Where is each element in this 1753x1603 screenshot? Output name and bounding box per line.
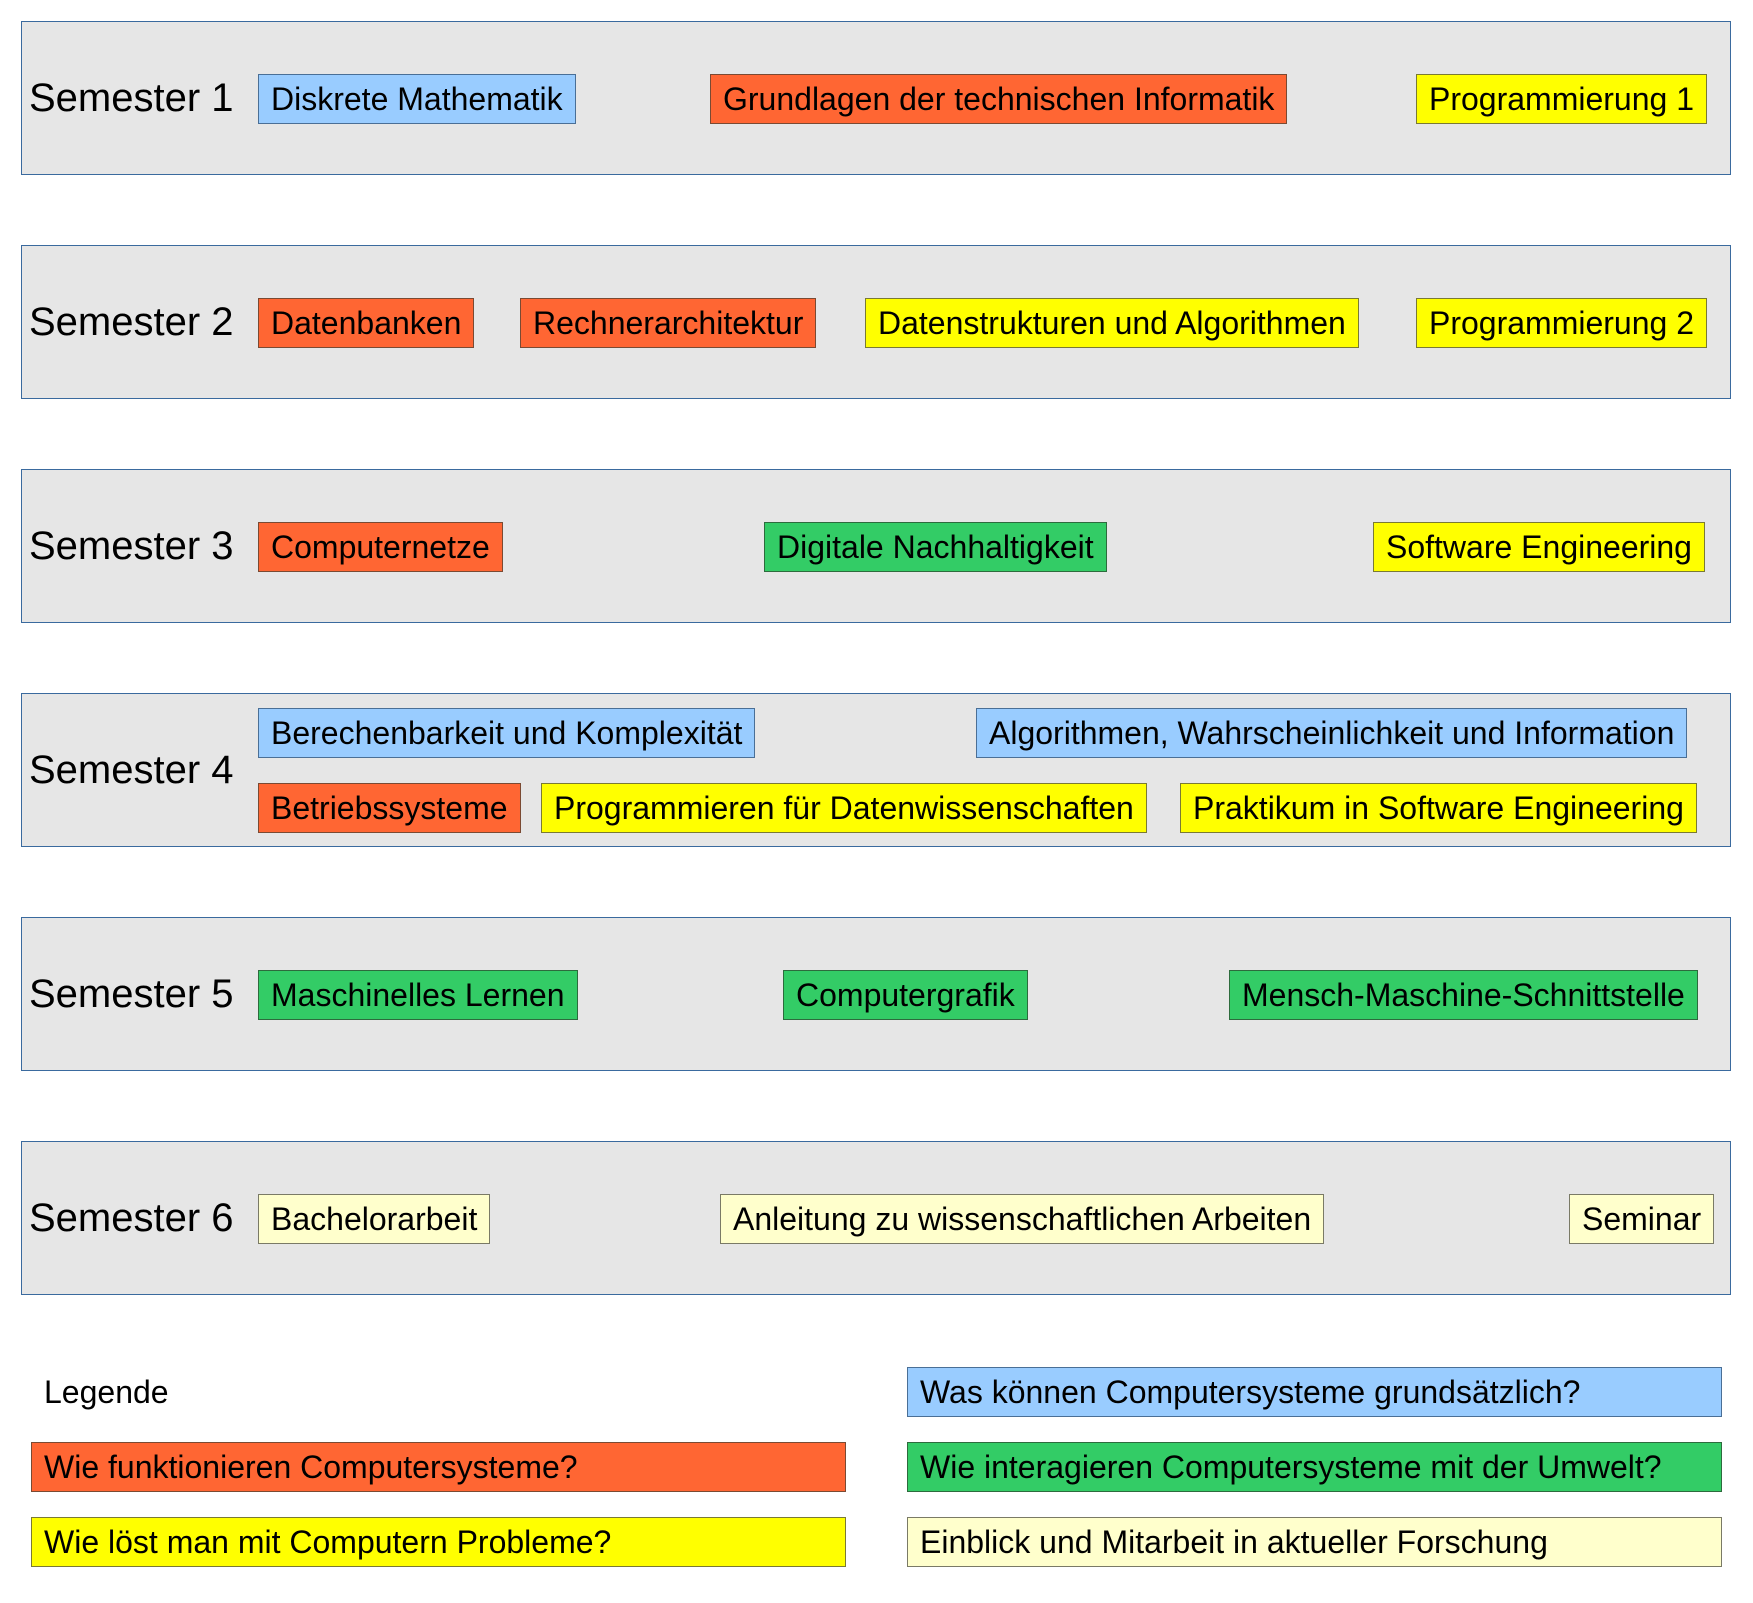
course-box: Grundlagen der technischen Informatik [710,74,1287,124]
legend-item: Was können Computersysteme grundsätzlich? [907,1367,1722,1417]
semester-label: Semester 3 [29,524,234,568]
course-box: Maschinelles Lernen [258,970,578,1020]
semester-label: Semester 5 [29,972,234,1016]
course-box: Programmieren für Datenwissenschaften [541,783,1147,833]
legend-item: Wie löst man mit Computern Probleme? [31,1517,846,1567]
semester-label: Semester 1 [29,76,234,120]
course-box: Datenstrukturen und Algorithmen [865,298,1359,348]
semester-label: Semester 4 [29,748,234,792]
course-box: Software Engineering [1373,522,1705,572]
legend-item: Wie funktionieren Computersysteme? [31,1442,846,1492]
semester-label: Semester 2 [29,300,234,344]
course-box: Bachelorarbeit [258,1194,490,1244]
course-box: Computergrafik [783,970,1028,1020]
course-box: Mensch-Maschine-Schnittstelle [1229,970,1698,1020]
course-box: Programmierung 1 [1416,74,1707,124]
course-box: Anleitung zu wissenschaftlichen Arbeiten [720,1194,1324,1244]
course-box: Programmierung 2 [1416,298,1707,348]
legend-title: Legende [44,1374,169,1410]
course-box: Betriebssysteme [258,783,521,833]
semester-3-band [21,469,1731,623]
course-box: Algorithmen, Wahrscheinlichkeit und Information [976,708,1687,758]
legend-item: Einblick und Mitarbeit in aktueller Forschung [907,1517,1722,1567]
course-box: Diskrete Mathematik [258,74,576,124]
semester-5-band [21,917,1731,1071]
semester-1-band [21,21,1731,175]
legend-item: Wie interagieren Computersysteme mit der Umwelt? [907,1442,1722,1492]
course-box: Computernetze [258,522,503,572]
course-box: Berechenbarkeit und Komplexität [258,708,755,758]
course-box: Datenbanken [258,298,474,348]
semester-6-band [21,1141,1731,1295]
course-box: Digitale Nachhaltigkeit [764,522,1107,572]
course-box: Praktikum in Software Engineering [1180,783,1697,833]
semester-label: Semester 6 [29,1196,234,1240]
course-box: Rechnerarchitektur [520,298,816,348]
semester-4-band [21,693,1731,847]
semester-2-band [21,245,1731,399]
course-box: Seminar [1569,1194,1714,1244]
